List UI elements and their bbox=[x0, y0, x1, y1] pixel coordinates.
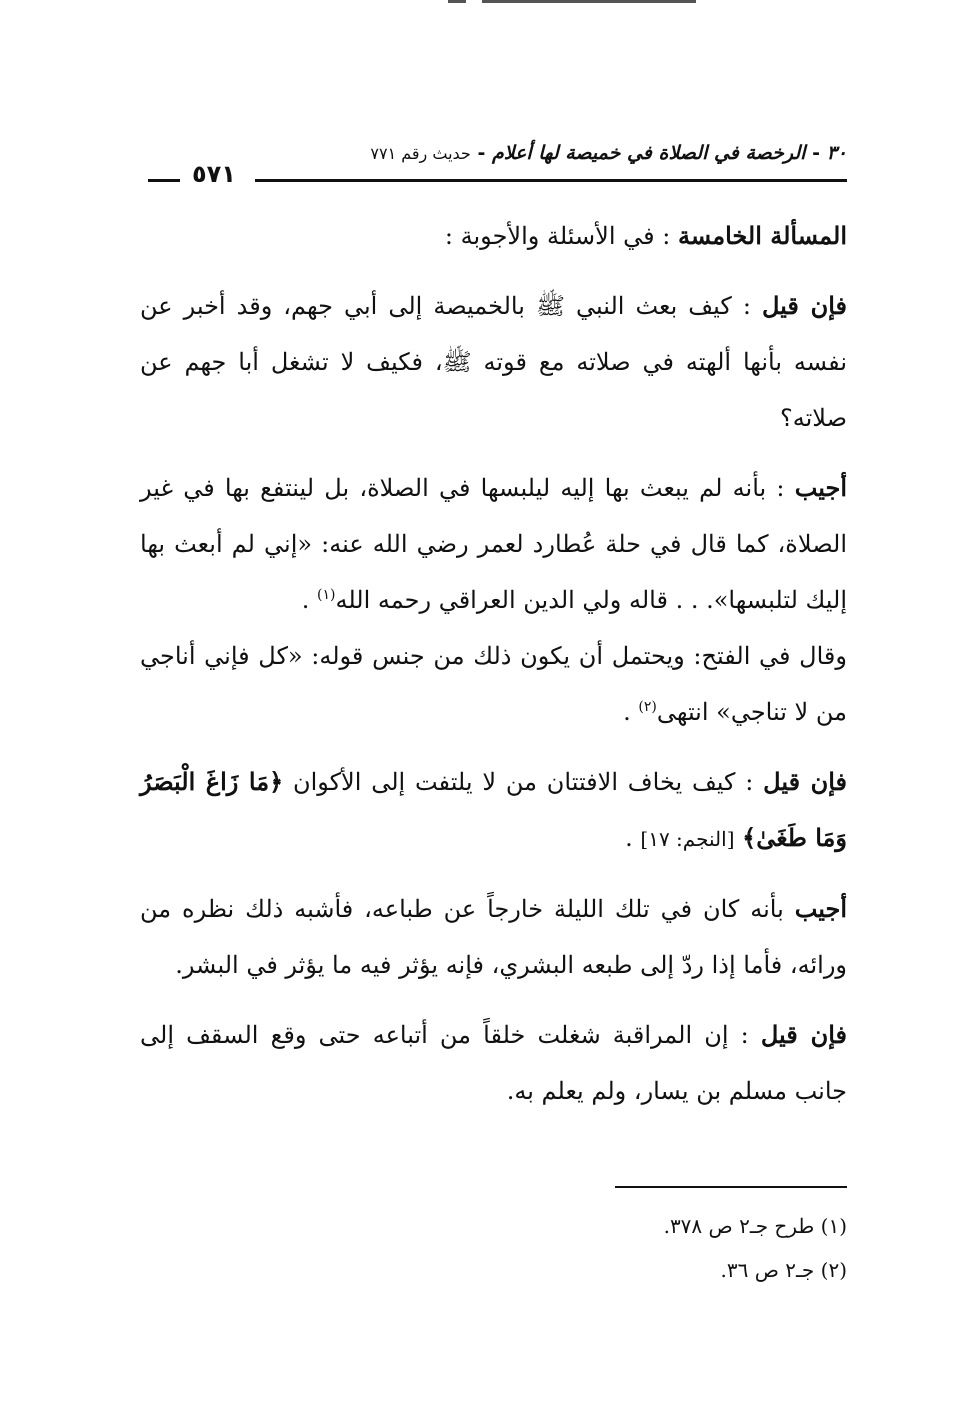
answer-lead: أجيب bbox=[794, 894, 847, 923]
heading-rest: : في الأسئلة والأجوبة : bbox=[444, 222, 671, 250]
running-header bbox=[140, 142, 847, 188]
footnote-marker: (١) bbox=[317, 587, 336, 603]
footnote-separator bbox=[615, 1186, 847, 1188]
answer-paragraph bbox=[140, 881, 847, 993]
question-lead: فإن قيل bbox=[763, 767, 847, 796]
hadith-label: حديث رقم ٧٧١ bbox=[370, 144, 471, 163]
page-number: ٥٧١ bbox=[192, 160, 236, 188]
question-paragraph bbox=[140, 278, 847, 446]
question-lead: فإن قيل bbox=[760, 1020, 847, 1049]
header-rule-short bbox=[148, 179, 180, 182]
question-text: : كيف بعث النبي ﷺ بالخميصة إلى أبي جهم، وقد أخبر عن نفسه بأنها ألهته في صلاته مع قوته ﷺ، فكيف لا تشغل أبا جهم عن صلاته؟ bbox=[140, 292, 847, 432]
verse-reference: [النجم: ١٧] bbox=[640, 827, 735, 851]
answer-continuation-text: وقال في الفتح: ويحتمل أن يكون ذلك من جنس قوله: «كل فإني أناجي من لا تناجي» انتهى bbox=[140, 642, 847, 726]
running-title: ٣٠ - الرخصة في الصلاة في خميصة لها أعلام - حديث رقم ٧٧١ bbox=[370, 142, 847, 164]
quran-verse: ﴿مَا زَاغَ الْبَصَرُ وَمَا طَغَىٰ﴾ bbox=[140, 767, 847, 852]
footnote: (٢) جـ٢ ص ٣٦. bbox=[720, 1258, 847, 1282]
heading-label: المسألة الخامسة bbox=[677, 221, 847, 250]
section-heading bbox=[140, 208, 847, 264]
question-paragraph bbox=[140, 1007, 847, 1119]
question-text: : إن المراقبة شغلت خلقاً من أتباعه حتى وقع السقف إلى جانب مسلم بن يسار، ولم يعلم به. bbox=[140, 1021, 847, 1105]
body-text bbox=[140, 208, 847, 1133]
question-paragraph bbox=[140, 754, 847, 867]
answer-text: : بأنه لم يبعث بها إليه ليلبسها في الصلاة، بل لينتفع بها في غير الصلاة، كما قال في حلة عُطارد لعمر رضي الله عنه: «إني لم أبعث بها إليك لتلبسها». . . قاله ولي الدين العراقي رحمه الله bbox=[140, 474, 847, 614]
answer-paragraph bbox=[140, 460, 847, 628]
footnote-marker: (٢) bbox=[638, 699, 657, 715]
answer-text: بأنه كان في تلك الليلة خارجاً عن طباعه، فأشبه ذلك نظره من ورائه، فأما إذا ردّ إلى طبعه البشري، فإنه يؤثر فيه ما يؤثر في البشر. bbox=[140, 895, 847, 979]
sentence-end: . bbox=[623, 698, 631, 726]
top-edge-mark bbox=[448, 0, 466, 3]
sentence-end: . bbox=[301, 586, 310, 614]
chapter-title: الرخصة في الصلاة في خميصة لها أعلام bbox=[491, 142, 806, 164]
sentence-end: . bbox=[625, 824, 633, 852]
footnote: (١) طرح جـ٢ ص ٣٧٨. bbox=[663, 1214, 847, 1238]
header-rule bbox=[255, 179, 847, 182]
question-text: : كيف يخاف الافتتان من لا يلتفت إلى الأكوان bbox=[292, 768, 754, 796]
chapter-number: ٣٠ bbox=[826, 142, 847, 164]
answer-continuation bbox=[140, 628, 847, 740]
footnotes bbox=[140, 1204, 847, 1292]
answer-lead: أجيب bbox=[794, 473, 847, 502]
question-lead: فإن قيل bbox=[761, 291, 848, 320]
top-edge-mark bbox=[482, 0, 696, 3]
